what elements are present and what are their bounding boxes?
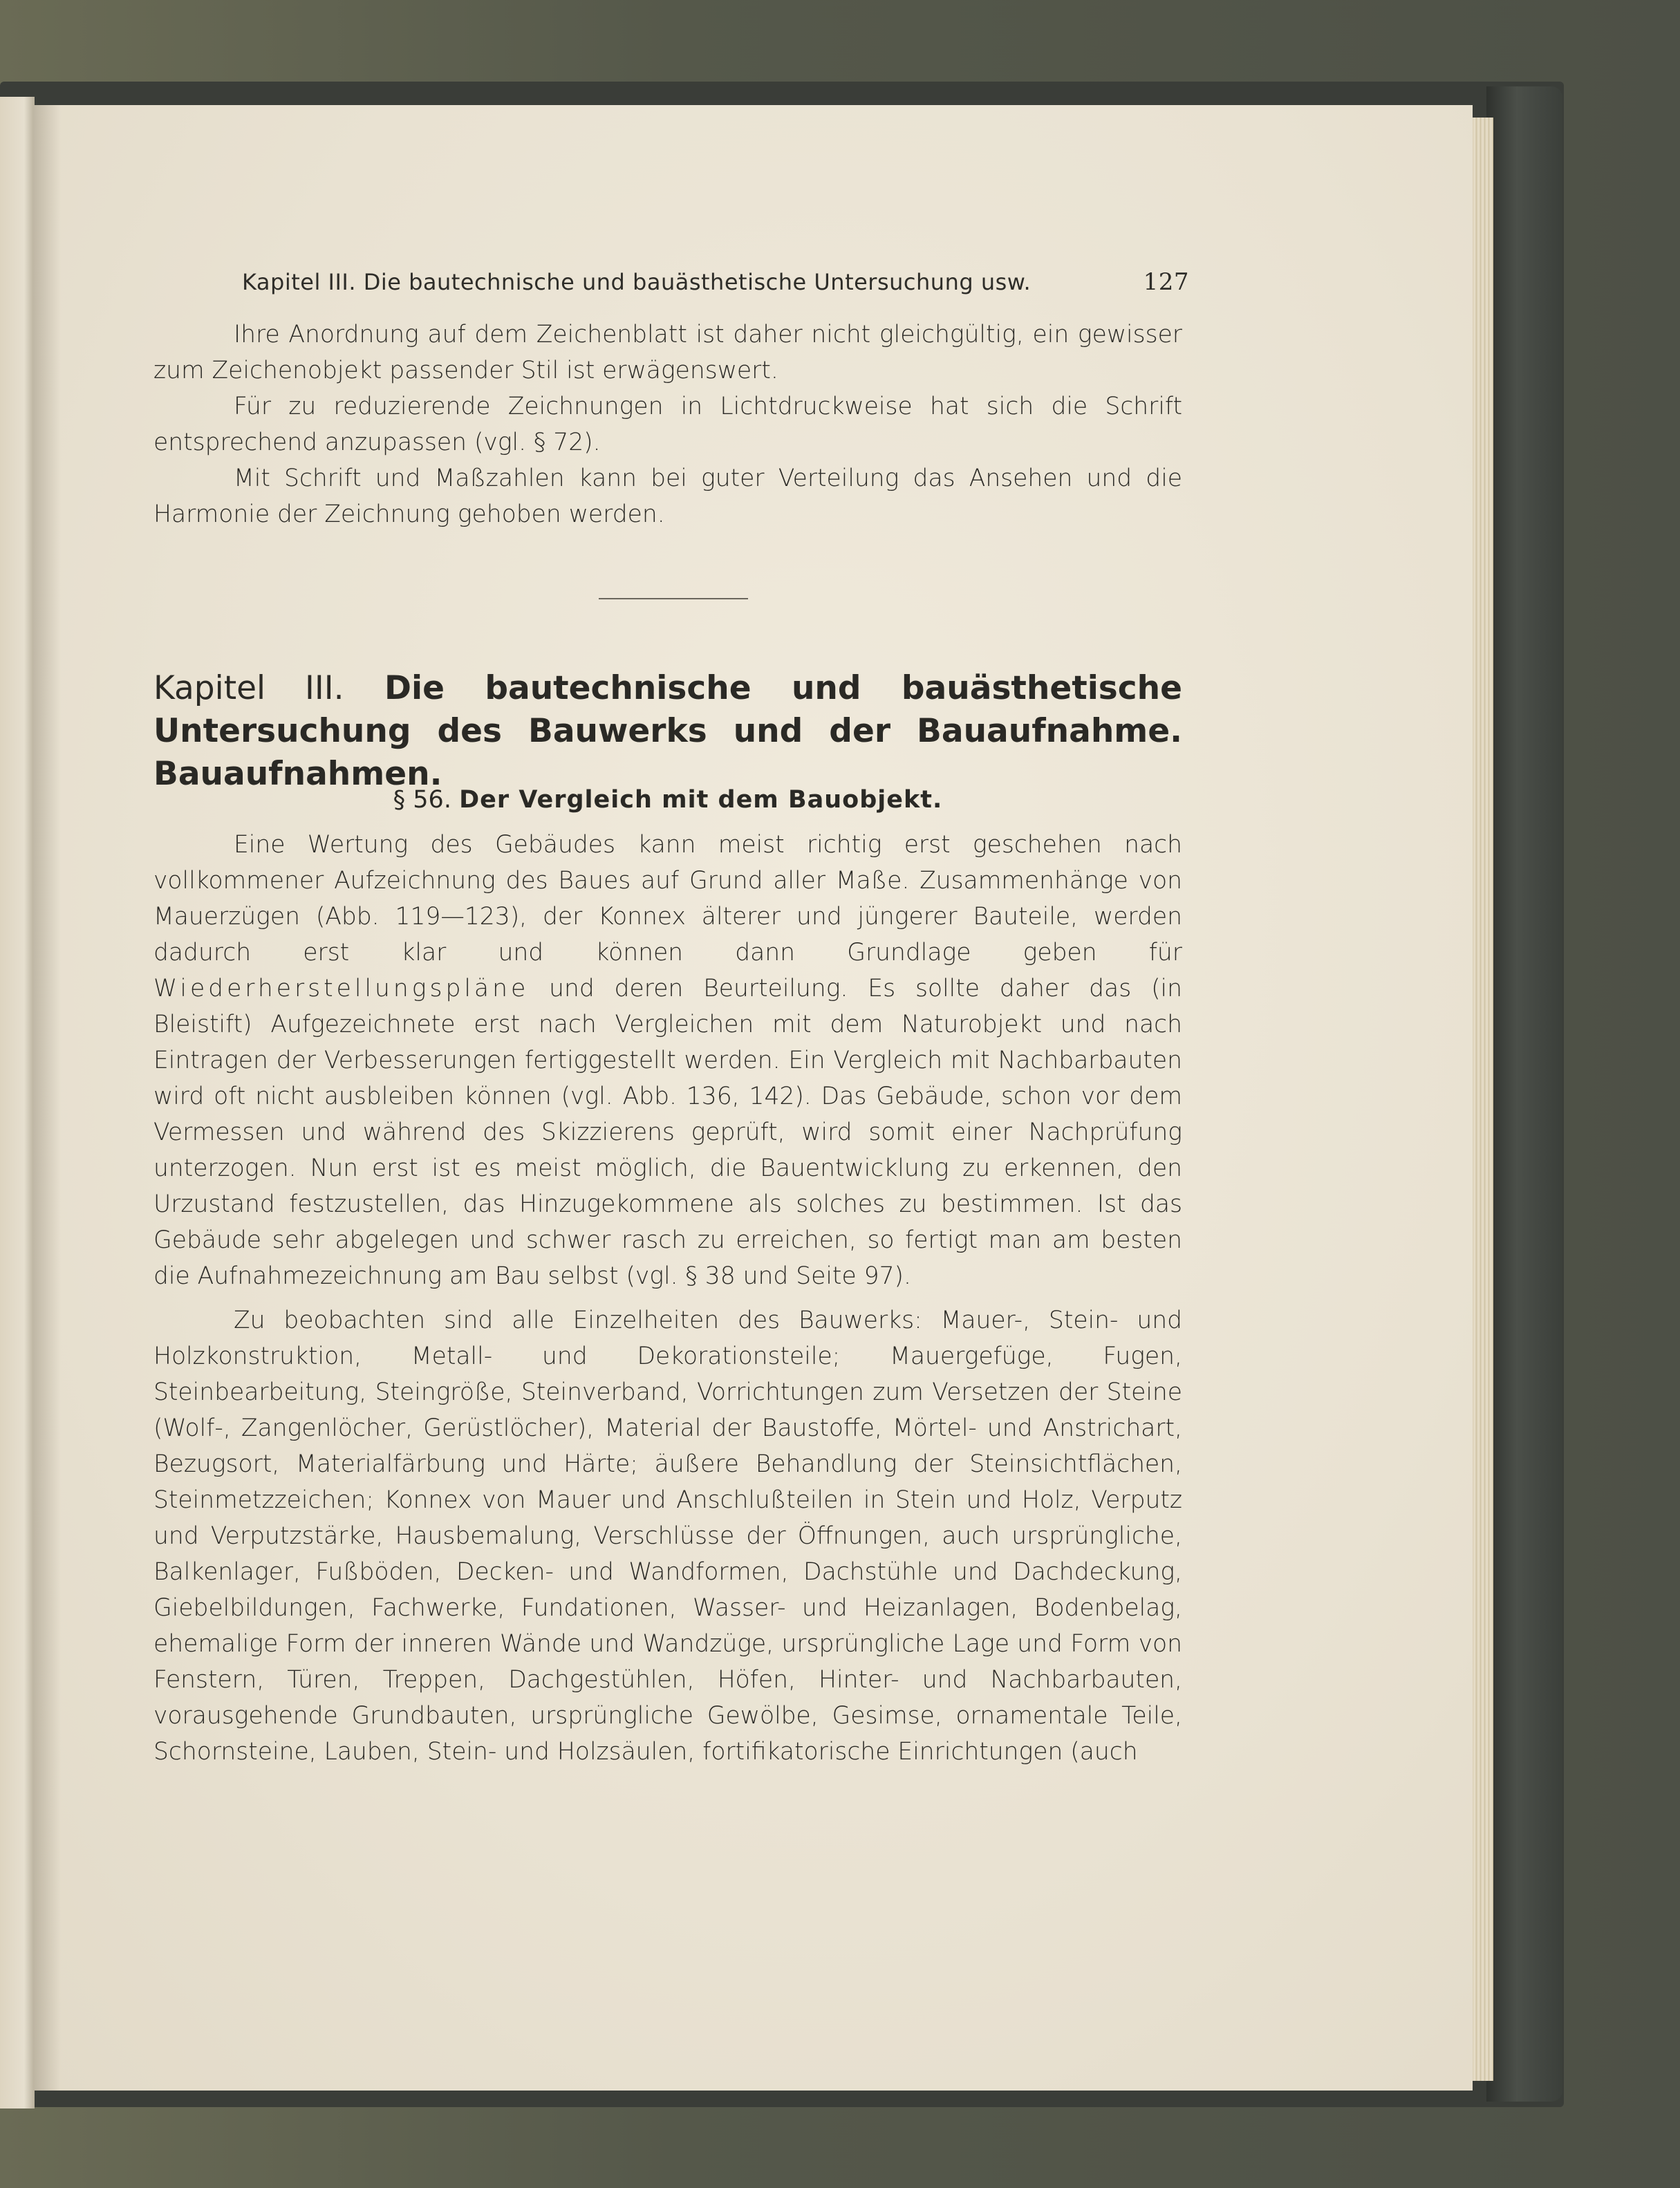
chapter-title: Die bautechnische und bauästhetische Untersuchung des Bauwerks und der Bauaufnahme. Bauaufnahmen.	[153, 669, 1182, 793]
chapter-heading	[153, 667, 1182, 796]
running-head	[242, 268, 1189, 296]
paragraph: Mit Schrift und Maßzahlen kann bei guter Verteilung das Ansehen und die Harmonie der Zeichnung gehoben werden.	[153, 465, 1182, 528]
paragraph-text: und deren Beurteilung. Es sollte daher das (in Bleistift) Aufgezeichnete erst nach Vergleichen mit dem Naturobjekt und nach Eintragen der Verbesserungen fertiggestellt werden. Ein Vergleich mit Nachbarbauten wird oft nicht ausbleiben können (vgl. Abb. 136, 142). Das Gebäude, schon vor dem Vermessen und während des Skizzierens geprüft, wird somit einer Nachprüfung unterzogen. Nun erst ist es meist möglich, die Bauentwicklung zu erkennen, den Urzustand festzustellen, das Hinzugekommene als solches zu bestimmen. Ist das Gebäude sehr abgelegen und schwer rasch zu erreichen, so fertigt man am besten die Aufnahmezeichnung am Bau selbst (vgl. § 38 und Seite 97).	[153, 975, 1183, 1290]
paragraph: Ihre Anordnung auf dem Zeichenblatt ist daher nicht gleichgültig, ein gewisser zum Zeichenobjekt passender Stil ist erwägenswert.	[153, 321, 1182, 384]
body-text-block	[153, 827, 1182, 1770]
section-title: Der Vergleich mit dem Bauobjekt.	[459, 786, 943, 814]
section-number: § 56.	[393, 786, 451, 814]
paragraph: Zu beobachten sind alle Einzelheiten des Bauwerks: Mauer-, Stein- und Holzkonstruktion, Metall- und Dekorationsteile; Mauergefüge, Fugen, Steinbearbeitung, Steingröße, Steinverband, Vorrichtungen zum Versetzen der Steine (Wolf-, Zangenlöcher, Gerüstlöcher), Material der Baustoffe, Mörtel- und Anstrichart, Bezugsort, Materialfärbung und Härte; äußere Behandlung der Steinsichtflächen, Steinmetzzeichen; Konnex von Mauer und Anschlußteilen in Stein und Holz, Verputz und Verputzstärke, Hausbemalung, Verschlüsse der Öffnungen, auch ursprüngliche, Balkenlager, Fußböden, Decken- und Wandformen, Dachstühle und Dachdeckung, Giebelbildungen, Fachwerke, Fundationen, Wasser- und Heizanlagen, Bodenbelag, ehemalige Form der inneren Wände und Wandzüge, ursprüngliche Lage und Form von Fenstern, Türen, Treppen, Dachgestühlen, Höfen, Hinter- und Nachbarbauten, vorausgehende Grundbauten, ursprüngliche Gewölbe, Gesimse, ornamentale Teile, Schornsteine, Lauben, Stein- und Holzsäulen, fortifikatorische Einrichtungen (auch	[153, 1307, 1182, 1766]
page-number: 127	[1143, 268, 1189, 296]
emphasized-term: Wiederherstellungspläne	[153, 975, 530, 1002]
section-heading	[153, 786, 1182, 814]
page-gutter-shadow	[33, 105, 61, 2091]
section-divider	[599, 598, 748, 599]
paragraph: Für zu reduzierende Zeichnungen in Lichtdruckweise hat sich die Schrift entsprechend anzupassen (vgl. § 72).	[153, 393, 1182, 456]
paragraph	[153, 827, 1182, 1294]
paragraph-text: Eine Wertung des Gebäudes kann meist richtig erst geschehen nach vollkommener Aufzeichnung des Baues auf Grund aller Maße. Zusammenhänge von Mauerzügen (Abb. 119—123), der Konnex älterer und jüngerer Bauteile, werden dadurch erst klar und können dann Grundlage geben für	[153, 831, 1182, 966]
book-cover-edge	[1486, 86, 1562, 2102]
facing-page-edge	[0, 97, 35, 2108]
chapter-label: Kapitel III.	[153, 669, 344, 707]
top-text-block	[153, 317, 1182, 532]
running-head-title: Kapitel III. Die bautechnische und bauästhetische Untersuchung usw.	[242, 269, 1032, 295]
